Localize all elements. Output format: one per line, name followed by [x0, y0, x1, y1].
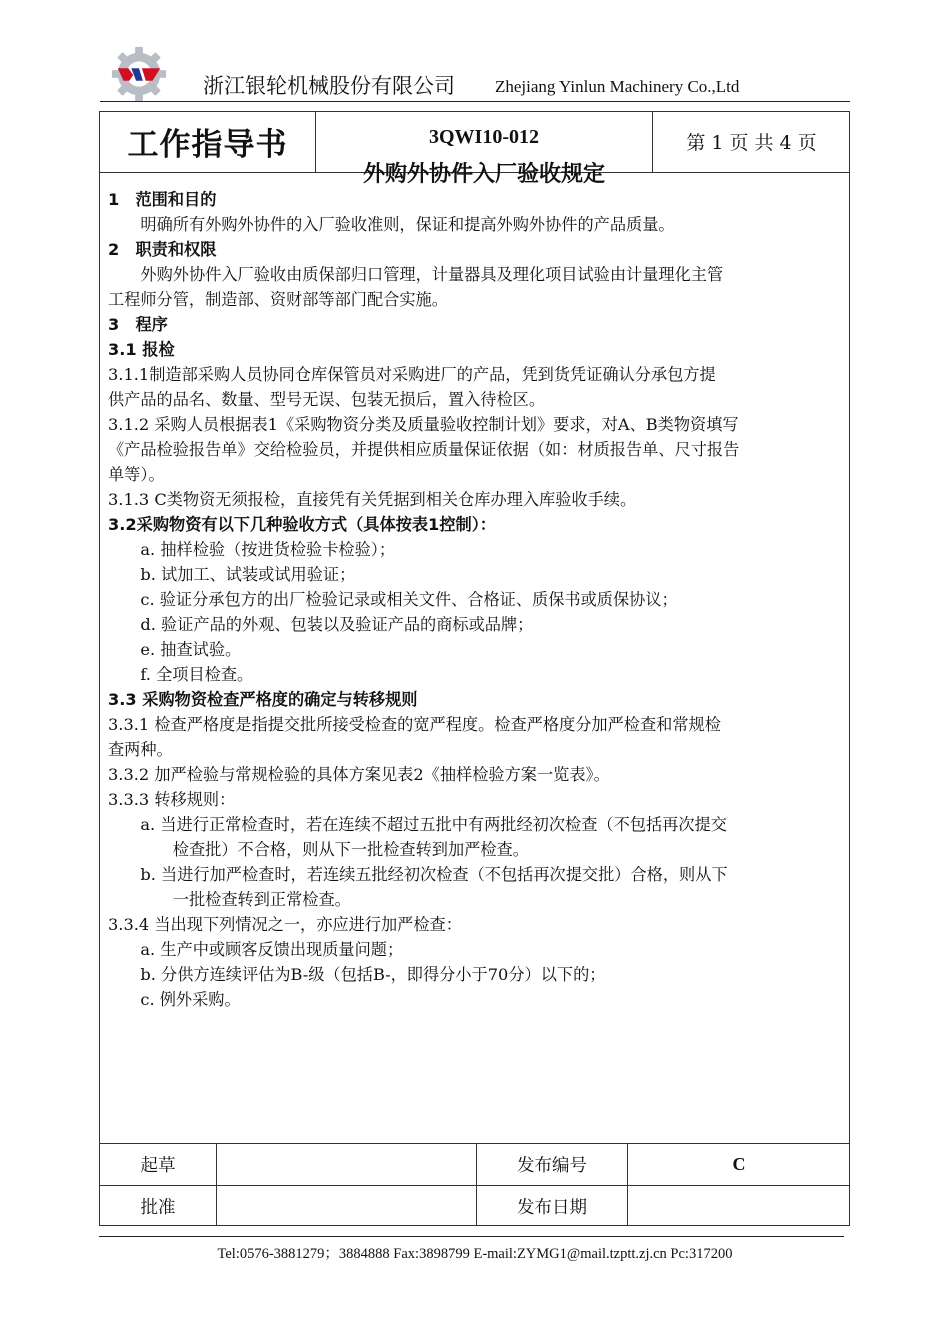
section-heading: 2 职责和权限 — [108, 240, 217, 259]
body-line: 供产品的品名、数量、型号无误、包装无损后，置入待检区。 — [108, 390, 546, 409]
draft-value — [217, 1144, 476, 1185]
body-line: 查两种。 — [108, 740, 173, 759]
body-line: b. 当进行加严检查时，若连续五批经初次检查（不包括再次提交批）合格，则从下 — [140, 865, 728, 884]
release-number-label: 发布编号 — [517, 1156, 587, 1176]
section-heading: 3 程序 — [108, 315, 168, 334]
document-subject: 外购外协件入厂验收规定 — [362, 162, 605, 187]
company-logo-icon — [110, 45, 168, 103]
body-line: 3.3.3 转移规则： — [108, 790, 236, 809]
approve-value — [217, 1186, 476, 1226]
section-heading: 3.2采购物资有以下几种验收方式（具体按表1控制）： — [108, 515, 496, 534]
body-line: c. 例外采购。 — [140, 990, 241, 1009]
body-line: 检查批）不合格，则从下一批检查转到加严检查。 — [172, 840, 529, 859]
body-line: 3.3.4 当出现下列情况之一，亦应进行加严检查： — [108, 915, 462, 934]
release-number-value: C — [732, 1154, 746, 1174]
body-line: 一批检查转到正常检查。 — [172, 890, 351, 909]
page-indicator: 第 1 页 共 4 页 — [686, 132, 817, 154]
body-line: 《产品检验报告单》交给检验员，并提供相应质量保证依据（如：材质报告单、尺寸报告 — [108, 440, 740, 459]
body-line: d. 验证产品的外观、包装以及验证产品的商标或品牌； — [140, 615, 534, 634]
body-line: 明确所有外购外协件的入厂验收准则，保证和提高外购外协件的产品质量。 — [140, 215, 675, 234]
body-line: a. 抽样检验（按进货检验卡检验）； — [140, 540, 396, 559]
body-line: b. 试加工、试装或试用验证； — [140, 565, 356, 584]
draft-label: 起草 — [140, 1156, 176, 1176]
body-line: c. 验证分承包方的出厂检验记录或相关文件、合格证、质保书或质保协议； — [140, 590, 678, 609]
body-line: 3.3.1 检查严格度是指提交批所接受检查的宽严程度。检查严格度分加严检查和常规检 — [108, 715, 721, 734]
section-heading: 3.1 报检 — [108, 340, 175, 359]
company-name-cn: 浙江银轮机械股份有限公司 — [203, 74, 455, 98]
footer-contact: Tel:0576-3881279；3884888 Fax:3898799 E-mail:ZYMG1@mail.tzptt.zj.cn Pc:317200 — [217, 1246, 733, 1262]
company-name-en: Zhejiang Yinlun Machinery Co.,Ltd — [495, 77, 740, 96]
body-line: a. 生产中或顾客反馈出现质量问题； — [140, 940, 404, 959]
body-line: 工程师分管，制造部、资财部等部门配合实施。 — [108, 290, 448, 309]
body-line: 3.1.2 采购人员根据表1《采购物资分类及质量验收控制计划》要求，对A、B类物资填写 — [108, 415, 739, 434]
release-date-label: 发布日期 — [517, 1197, 587, 1218]
body-line: 外购外协件入厂验收由质保部归口管理，计量器具及理化项目试验由计量理化主管 — [140, 265, 724, 284]
document-number: 3QWI10-012 — [429, 126, 539, 148]
body-line: f. 全项目检查。 — [140, 665, 254, 684]
body-line: e. 抽查试验。 — [140, 640, 242, 659]
section-heading: 3.3 采购物资检查严格度的确定与转移规则 — [108, 690, 418, 709]
footer-divider — [99, 1236, 844, 1237]
approve-label: 批准 — [140, 1197, 176, 1218]
body-line: 3.1.3 C类物资无须报检，直接凭有关凭据到相关仓库办理入库验收手续。 — [108, 490, 637, 509]
body-line: a. 当进行正常检查时，若在连续不超过五批中有两批经初次检查（不包括再次提交 — [140, 815, 727, 834]
release-date-value — [628, 1186, 850, 1226]
body-line: 3.3.2 加严检验与常规检验的具体方案见表2《抽样检验方案一览表》。 — [108, 765, 610, 784]
document-type-title: 工作指导书 — [127, 127, 288, 163]
body-line: b. 分供方连续评估为B-级（包括B-，即得分小于70分）以下的； — [140, 965, 606, 984]
body-line: 单等）。 — [108, 465, 165, 484]
document-id-cell — [316, 111, 652, 187]
header-divider — [100, 101, 850, 102]
section-heading: 1 范围和目的 — [108, 190, 217, 209]
body-line: 3.1.1制造部采购人员协同仓库保管员对采购进厂的产品，凭到货凭证确认分承包方提 — [108, 365, 716, 384]
